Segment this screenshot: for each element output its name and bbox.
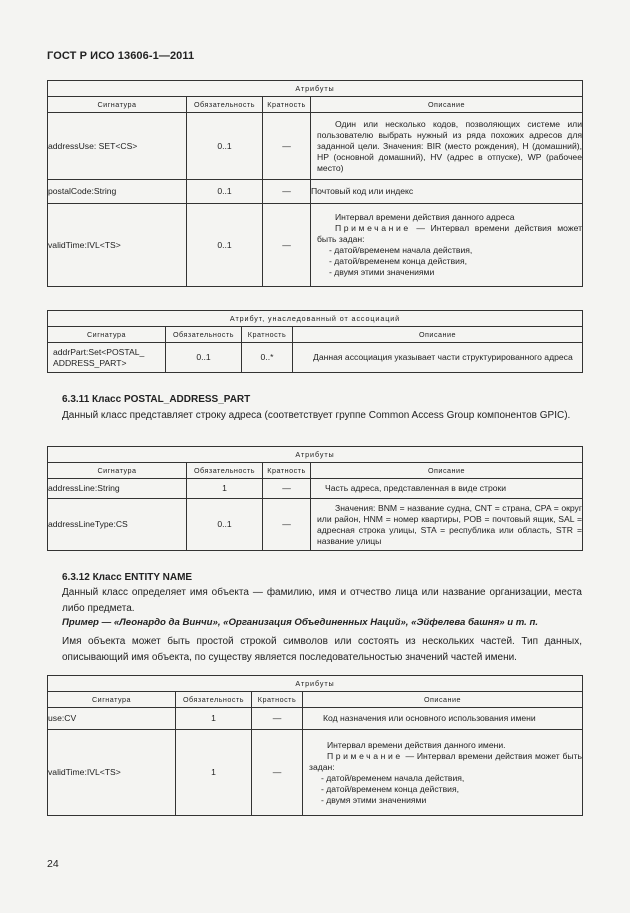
- paragraph-text: Данный класс представляет строку адреса (соответствует группе Common Access Group компонентов GPIC).: [62, 410, 571, 421]
- description-cell: [303, 730, 583, 816]
- list-item: - двумя этими значениями: [329, 267, 435, 277]
- column-header-mandatory: Обязательность: [166, 327, 242, 343]
- description-text: Интервал времени действия данного имени.: [327, 739, 506, 750]
- section-title: 6.3.11 Класс POSTAL_ADDRESS_PART: [62, 394, 251, 405]
- column-header-multiplicity: Кратность: [252, 692, 303, 708]
- multiplicity-cell: —: [263, 113, 311, 180]
- attributes-table-entity-name: [47, 675, 583, 816]
- multiplicity-cell: —: [252, 730, 303, 816]
- description-cell: Код назначения или основного использования имени: [303, 708, 583, 730]
- list-item: - двумя этими значениями: [321, 794, 427, 805]
- column-header-description: Описание: [311, 463, 583, 479]
- table-row: [48, 343, 583, 373]
- mandatory-cell: 1: [176, 708, 252, 730]
- signature-line: addrPart:Set<POSTAL_: [53, 347, 145, 358]
- signature-cell: use:CV: [48, 708, 176, 730]
- multiplicity-cell: —: [263, 204, 311, 287]
- table-row: [48, 180, 583, 204]
- description-text: Данная ассоциация указывает части структурированного адреса: [313, 352, 573, 362]
- column-header-mandatory: Обязательность: [176, 692, 252, 708]
- multiplicity-cell: —: [263, 180, 311, 204]
- description-cell: [311, 204, 583, 287]
- column-header-signature: Сигнатура: [48, 692, 176, 708]
- mandatory-cell: 0..1: [187, 499, 263, 551]
- table-title: Атрибуты: [48, 447, 583, 463]
- description-cell: Почтовый код или индекс: [311, 180, 583, 204]
- note-label: Примечание: [327, 750, 403, 761]
- multiplicity-cell: —: [263, 479, 311, 499]
- section-paragraph: [47, 408, 582, 424]
- description-text: Интервал времени действия данного адреса: [335, 212, 515, 222]
- list-item: - датой/временем конца действия,: [329, 256, 467, 266]
- mandatory-cell: 1: [187, 479, 263, 499]
- signature-cell: addressUse: SET<CS>: [48, 113, 187, 180]
- section-paragraph: [47, 585, 582, 616]
- attributes-table-address: [47, 80, 583, 287]
- column-header-signature: Сигнатура: [48, 463, 187, 479]
- table-title: Атрибуты: [48, 676, 583, 692]
- note-body: — Интервал времени действия может быть задан:: [317, 223, 583, 244]
- description-cell: [311, 499, 583, 551]
- column-header-signature: Сигнатура: [48, 97, 187, 113]
- signature-cell: addressLine:String: [48, 479, 187, 499]
- signature-cell: postalCode:String: [48, 180, 187, 204]
- column-header-mandatory: Обязательность: [187, 97, 263, 113]
- document-header: ГОСТ Р ИСО 13606-1—2011: [47, 50, 195, 62]
- description-text: Значения: BNM = название судна, CNT = страна, CPA = округ или район, HNM = номер квартиры, POB = почтовый ящик, SAL = адресная строка улицы, STA = республика или область, STR = название улицы: [317, 502, 582, 546]
- table-row: [48, 204, 583, 287]
- section-title: 6.3.12 Класс ENTITY NAME: [62, 572, 193, 583]
- column-header-multiplicity: Кратность: [263, 463, 311, 479]
- table-title: Атрибуты: [48, 81, 583, 97]
- mandatory-cell: 0..1: [187, 180, 263, 204]
- list-item: - датой/временем начала действия,: [321, 772, 465, 783]
- table-row: [48, 499, 583, 551]
- attributes-table-address-part: [47, 446, 583, 551]
- example-text: Пример — «Леонардо да Винчи», «Организация Объединенных Наций», «Эйфелева башня» и т. п.: [62, 617, 539, 628]
- page-number: 24: [47, 858, 59, 870]
- column-header-description: Описание: [311, 97, 583, 113]
- note-text: [317, 223, 582, 245]
- multiplicity-cell: —: [263, 499, 311, 551]
- note-body: — Интервал времени действия может быть задан:: [309, 750, 582, 772]
- signature-cell: validTime:IVL<TS>: [48, 204, 187, 287]
- example-paragraph: [47, 616, 582, 631]
- column-header-signature: Сигнатура: [48, 327, 166, 343]
- note-label: Примечание: [335, 223, 411, 233]
- mandatory-cell: 0..1: [187, 113, 263, 180]
- table-row: [48, 708, 583, 730]
- signature-cell: [48, 343, 166, 373]
- column-header-multiplicity: Кратность: [263, 97, 311, 113]
- description-cell: Часть адреса, представленная в виде строки: [311, 479, 583, 499]
- multiplicity-cell: —: [252, 708, 303, 730]
- column-header-multiplicity: Кратность: [242, 327, 293, 343]
- mandatory-cell: 1: [176, 730, 252, 816]
- description-text: Один или несколько кодов, позволяющих системе или пользователю выбрать нужный из ряда похожих адресов для заданной цели. Значения: BIR (место рождения), H (домашний), HP (основной домашний), HV (адрес в отпуске), WP (рабочее место): [317, 118, 582, 173]
- mandatory-cell: 0..1: [166, 343, 242, 373]
- description-cell: [311, 113, 583, 180]
- list-item: - датой/временем начала действия,: [329, 245, 473, 255]
- table-row: [48, 479, 583, 499]
- signature-cell: validTime:IVL<TS>: [48, 730, 176, 816]
- inherited-attributes-table: [47, 310, 583, 373]
- table-row: [48, 113, 583, 180]
- column-header-mandatory: Обязательность: [187, 463, 263, 479]
- column-header-description: Описание: [303, 692, 583, 708]
- paragraph-text: Данный класс определяет имя объекта — фамилию, имя и отчество лица или название организации, места либо предмета.: [62, 587, 582, 614]
- list-item: - датой/временем конца действия,: [321, 783, 459, 794]
- note-text: [309, 751, 582, 773]
- section-paragraph: [47, 634, 582, 665]
- paragraph-text: Имя объекта может быть простой строкой символов или состоять из нескольких частей. Тип данных, описывающий имя объекта, по существу является последовательностью значений частей имени.: [62, 636, 582, 663]
- signature-line: ADDRESS_PART>: [53, 357, 127, 368]
- table-title: Атрибут, унаследованный от ассоциаций: [48, 311, 583, 327]
- table-row: [48, 730, 583, 816]
- mandatory-cell: 0..1: [187, 204, 263, 287]
- description-cell: [293, 343, 583, 373]
- column-header-description: Описание: [293, 327, 583, 343]
- multiplicity-cell: 0..*: [242, 343, 293, 373]
- signature-cell: addressLineType:CS: [48, 499, 187, 551]
